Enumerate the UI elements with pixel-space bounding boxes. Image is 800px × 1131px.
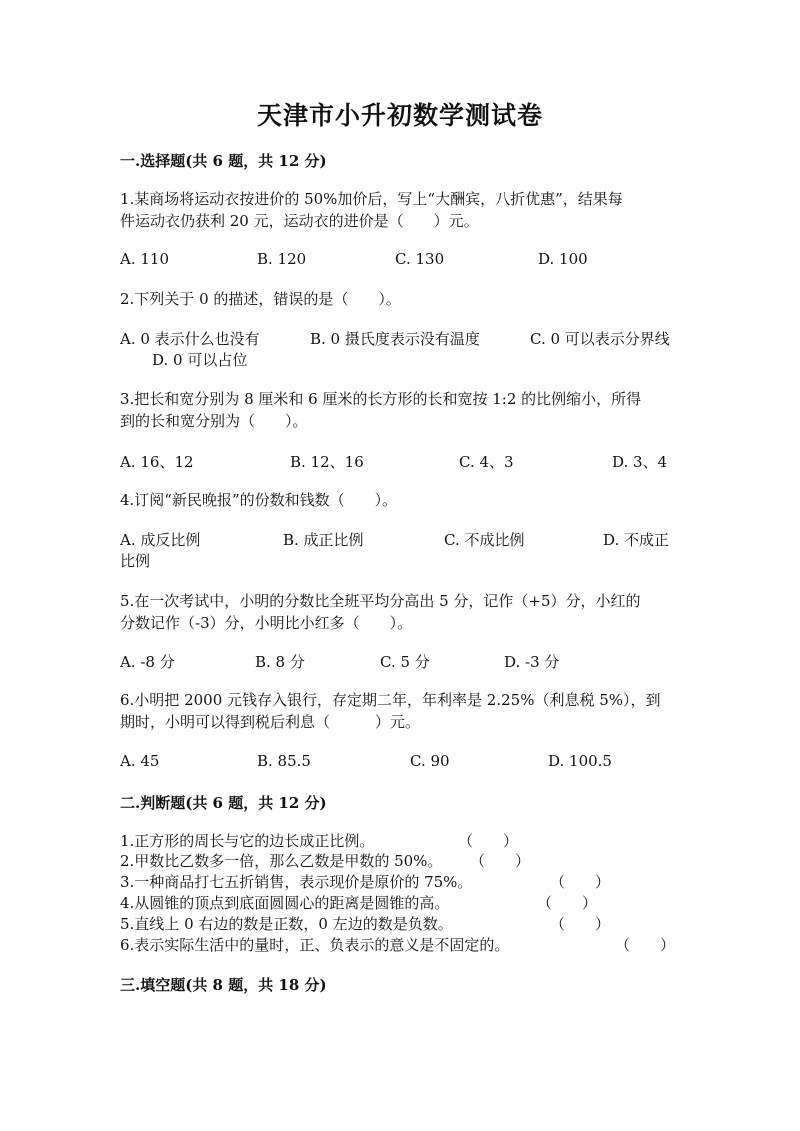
question-3-option-a: A. 16、12 bbox=[120, 453, 194, 471]
question-3-line-2: 到的长和宽分别为（ ）。 bbox=[120, 412, 308, 430]
question-5-line-2: 分数记作（-3）分，小明比小红多（ ）。 bbox=[120, 614, 413, 632]
judge-item-3: 3.一种商品打七五折销售，表示现价是原价的 75%。 bbox=[120, 873, 473, 891]
question-6-option-c: C. 90 bbox=[410, 752, 450, 770]
question-4-option-a: A. 成反比例 bbox=[120, 531, 201, 549]
question-6-option-b: B. 85.5 bbox=[257, 752, 311, 770]
question-5-option-c: C. 5 分 bbox=[380, 653, 430, 671]
judge-item-5-bracket: （ ） bbox=[550, 915, 611, 933]
judge-item-2-bracket: （ ） bbox=[470, 852, 531, 870]
question-2-line-1: 2.下列关于 0 的描述，错误的是（ ）。 bbox=[120, 290, 401, 308]
question-1-option-a: A. 110 bbox=[120, 250, 169, 268]
judge-item-6: 6.表示实际生活中的量时，正、负表示的意义是不固定的。 bbox=[120, 936, 510, 954]
question-4-option-d-wrap: 比例 bbox=[120, 552, 151, 570]
question-3-line-1: 3.把长和宽分别为 8 厘米和 6 厘米的长方形的长和宽按 1:2 的比例缩小，所得 bbox=[120, 390, 642, 408]
question-1-option-c: C. 130 bbox=[395, 250, 445, 268]
judge-item-3-bracket: （ ） bbox=[550, 873, 611, 891]
question-2-option-b: B. 0 摄氏度表示没有温度 bbox=[310, 330, 480, 348]
judge-item-5: 5.直线上 0 右边的数是正数，0 左边的数是负数。 bbox=[120, 915, 453, 933]
question-1-option-d: D. 100 bbox=[538, 250, 588, 268]
judge-item-4-bracket: （ ） bbox=[537, 894, 598, 912]
judge-item-1-bracket: （ ） bbox=[458, 832, 519, 850]
question-5-line-1: 5.在一次考试中，小明的分数比全班平均分高出 5 分，记作（+5）分，小红的 bbox=[120, 592, 641, 610]
question-5-option-d: D. -3 分 bbox=[504, 653, 560, 671]
question-6-option-a: A. 45 bbox=[120, 752, 160, 770]
question-2-option-c: C. 0 可以表示分界线 bbox=[530, 330, 670, 348]
question-4-line-1: 4.订阅“新民晚报”的份数和钱数（ ）。 bbox=[120, 491, 398, 509]
question-6-line-1: 6.小明把 2000 元钱存入银行，存定期二年，年利率是 2.25%（利息税 5%），到 bbox=[120, 691, 661, 709]
judge-item-2: 2.甲数比乙数多一倍，那么乙数是甲数的 50%。 bbox=[120, 852, 443, 870]
question-4-option-b: B. 成正比例 bbox=[283, 531, 364, 549]
question-6-line-2: 期时，小明可以得到税后利息（ ）元。 bbox=[120, 713, 421, 731]
question-5-option-b: B. 8 分 bbox=[255, 653, 305, 671]
question-6-option-d: D. 100.5 bbox=[548, 752, 612, 770]
question-3-option-b: B. 12、16 bbox=[290, 453, 364, 471]
question-3-option-d: D. 3、4 bbox=[612, 453, 668, 471]
judge-item-6-bracket: （ ） bbox=[615, 936, 676, 954]
question-1-line-2: 件运动衣仍获利 20 元，运动衣的进价是（ ）元。 bbox=[120, 212, 479, 230]
section-heading-fill: 三.填空题(共 8 题，共 18 分) bbox=[120, 976, 327, 994]
section-heading-judge: 二.判断题(共 6 题，共 12 分) bbox=[120, 794, 327, 812]
question-4-option-c: C. 不成比例 bbox=[444, 531, 525, 549]
question-4-option-d: D. 不成正 bbox=[603, 531, 670, 549]
judge-item-1: 1.正方形的周长与它的边长成正比例。 bbox=[120, 832, 375, 850]
section-heading-choice: 一.选择题(共 6 题，共 12 分) bbox=[120, 152, 327, 170]
question-3-option-c: C. 4、3 bbox=[459, 453, 514, 471]
question-1-option-b: B. 120 bbox=[257, 250, 307, 268]
page-title: 天津市小升初数学测试卷 bbox=[256, 101, 543, 130]
question-2-option-d: D. 0 可以占位 bbox=[152, 351, 248, 369]
question-2-option-a: A. 0 表示什么也没有 bbox=[120, 330, 260, 348]
judge-item-4: 4.从圆锥的顶点到底面圆圆心的距离是圆锥的高。 bbox=[120, 894, 450, 912]
question-1-line-1: 1.某商场将运动衣按进价的 50%加价后，写上“大酬宾，八折优惠”，结果每 bbox=[120, 190, 623, 208]
question-5-option-a: A. -8 分 bbox=[120, 653, 175, 671]
